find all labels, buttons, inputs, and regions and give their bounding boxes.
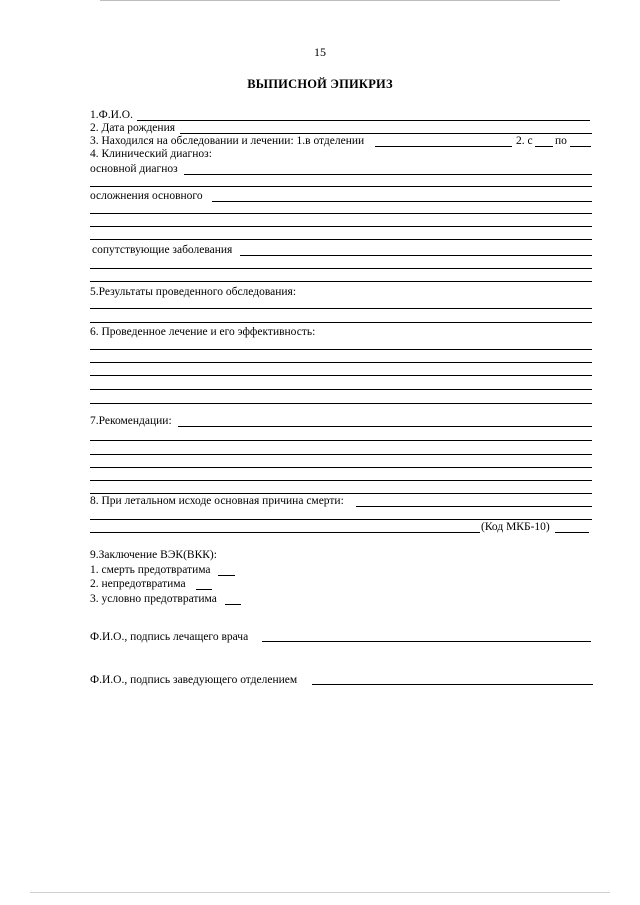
treatment-line-1[interactable] <box>90 349 592 350</box>
conclusion-item-2: 2. непредотвратима <box>90 578 186 590</box>
results-label: 5.Результаты проведенного обследования: <box>90 286 297 298</box>
main-diagnosis-line-2[interactable] <box>90 186 592 187</box>
main-diagnosis-label: основной диагноз <box>90 163 178 175</box>
complications-line-3[interactable] <box>90 226 592 227</box>
comorbid-line[interactable] <box>240 255 592 256</box>
page-title: ВЫПИСНОЙ ЭПИКРИЗ <box>247 77 393 91</box>
stay-to-line[interactable] <box>570 146 591 147</box>
fio-label: 1.Ф.И.О. <box>90 109 133 121</box>
conclusion-item-1: 1. смерть предотвратима <box>90 564 211 576</box>
stay-from-line[interactable] <box>535 146 553 147</box>
conclusion-item-3: 3. условно предотвратима <box>90 593 217 605</box>
fio-line[interactable] <box>137 120 590 121</box>
scan-edge-top <box>100 0 560 1</box>
recommendations-label: 7.Рекомендации: <box>90 415 172 427</box>
attending-signature-line[interactable] <box>262 641 591 642</box>
death-cause-line[interactable] <box>356 506 592 507</box>
recommendations-line-3[interactable] <box>90 454 592 455</box>
icd-code-line[interactable] <box>90 532 480 533</box>
complications-line-4[interactable] <box>90 239 592 240</box>
main-diagnosis-line[interactable] <box>184 174 592 175</box>
complications-line-2[interactable] <box>90 213 592 214</box>
comorbid-line-3[interactable] <box>90 281 592 282</box>
recommendations-line-2[interactable] <box>90 440 592 441</box>
diagnosis-label: 4. Клинический диагноз: <box>90 148 212 160</box>
complications-line[interactable] <box>212 201 592 202</box>
treatment-line-5[interactable] <box>90 403 592 404</box>
complications-label: осложнения основного <box>90 190 203 202</box>
conclusion-item-2-line[interactable] <box>196 589 212 590</box>
comorbid-line-2[interactable] <box>90 268 592 269</box>
stay-label: 3. Находился на обследовании и лечении: 1.в отделении <box>90 135 365 147</box>
birth-date-line[interactable] <box>180 133 592 134</box>
stay-to-label: по <box>555 135 567 147</box>
scan-edge-bottom <box>30 892 610 893</box>
recommendations-line-6[interactable] <box>90 493 592 494</box>
conclusion-item-1-line[interactable] <box>218 575 235 576</box>
treatment-line-2[interactable] <box>90 362 592 363</box>
recommendations-line-4[interactable] <box>90 467 592 468</box>
recommendations-line-5[interactable] <box>90 480 592 481</box>
comorbid-label: сопутствующие заболевания <box>92 244 233 256</box>
head-signature-line[interactable] <box>312 684 593 685</box>
treatment-label: 6. Проведенное лечение и его эффективность: <box>90 326 316 338</box>
head-signature-label: Ф.И.О., подпись заведующего отделением <box>90 674 298 686</box>
recommendations-line[interactable] <box>178 426 592 427</box>
results-line-1[interactable] <box>90 308 592 309</box>
icd-code-label: (Код МКБ-10) <box>481 521 550 533</box>
department-line[interactable] <box>375 146 512 147</box>
results-line-2[interactable] <box>90 322 592 323</box>
treatment-line-4[interactable] <box>90 389 592 390</box>
attending-signature-label: Ф.И.О., подпись лечащего врача <box>90 631 249 643</box>
stay-from-label: 2. с <box>516 135 533 147</box>
icd-code-value-line[interactable] <box>555 532 589 533</box>
conclusion-item-3-line[interactable] <box>225 604 241 605</box>
death-cause-label: 8. При летальном исходе основная причина смерти: <box>90 495 344 507</box>
conclusion-title: 9.Заключение ВЭК(ВКК): <box>90 549 217 561</box>
birth-date-label: 2. Дата рождения <box>90 122 176 134</box>
treatment-line-3[interactable] <box>90 375 592 376</box>
page-number: 15 <box>314 45 326 59</box>
death-cause-line-2[interactable] <box>90 519 592 520</box>
